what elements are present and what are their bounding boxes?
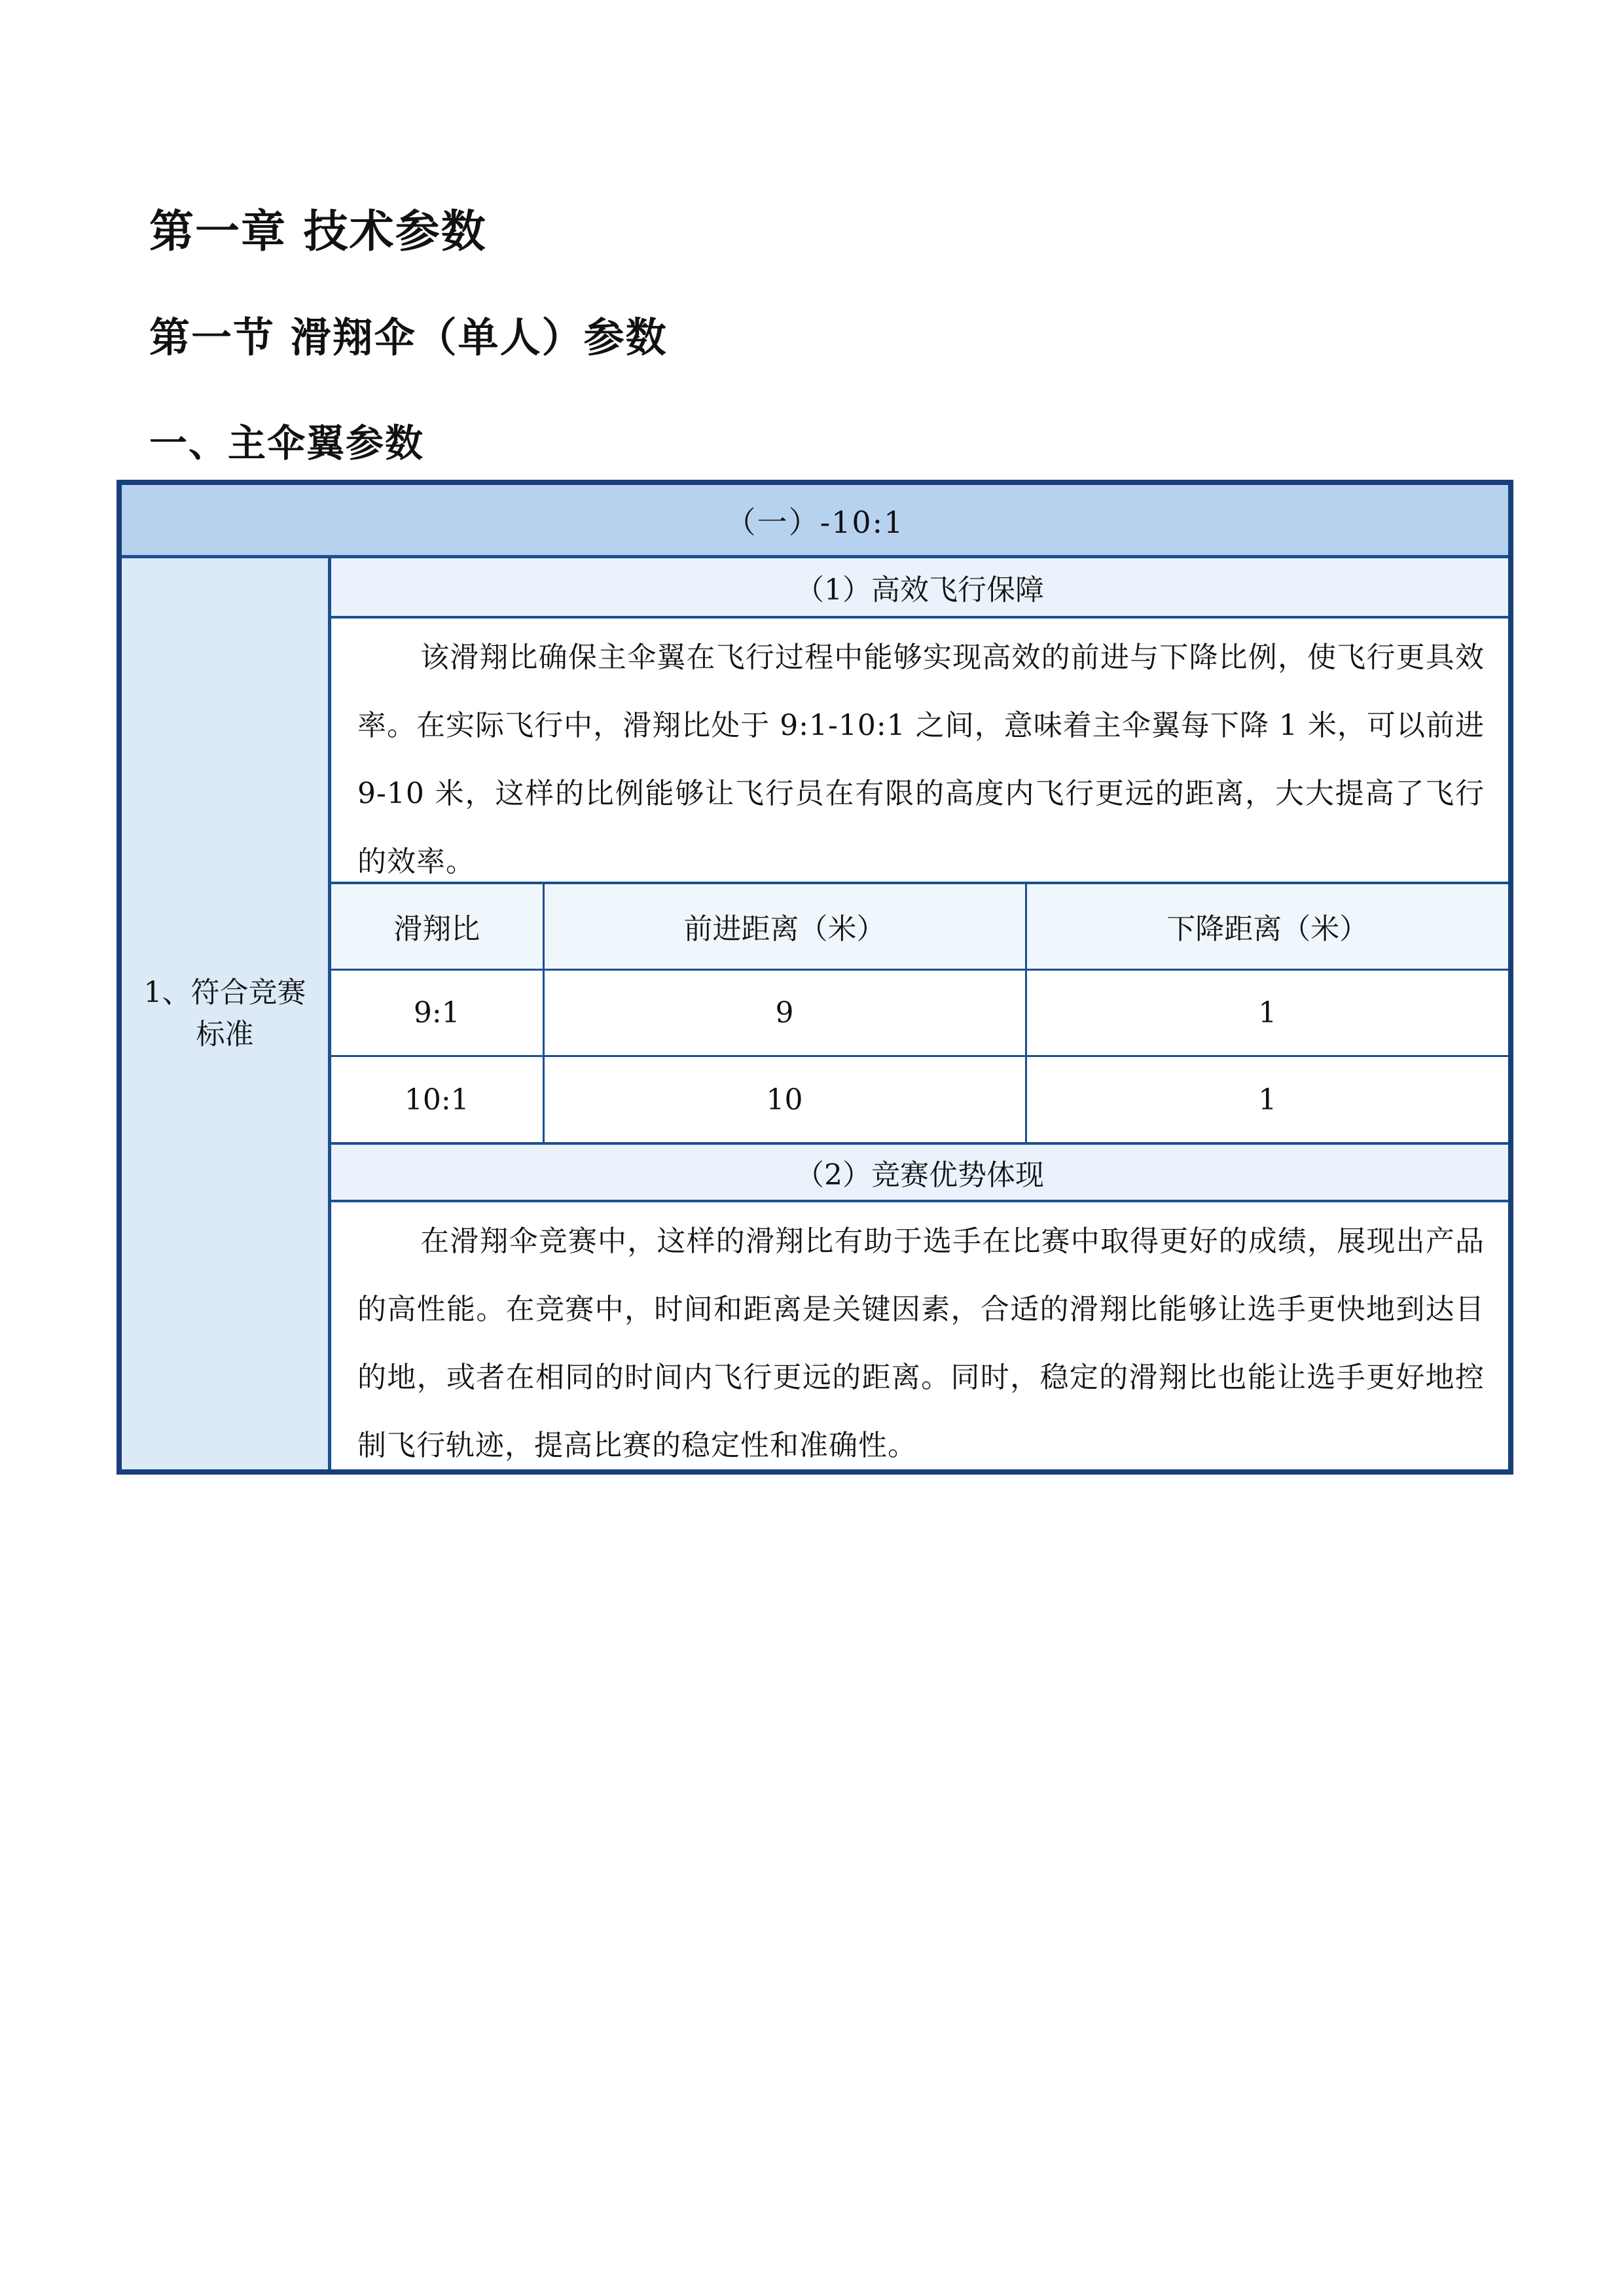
descent-distance-cell: 1 <box>1026 969 1508 1056</box>
glide-ratio-table <box>331 884 1508 1142</box>
part2-heading: （2）竞赛优势体现 <box>331 1142 1508 1202</box>
forward-distance-cell: 9 <box>543 969 1026 1056</box>
header-glide-ratio: 滑翔比 <box>331 884 543 969</box>
table-row <box>331 1056 1508 1142</box>
chapter-title: 第一章 技术参数 <box>149 206 487 258</box>
left-category-label: 1、符合竞赛标准 <box>143 976 306 1051</box>
section-title: 第一节 滑翔伞（单人）参数 <box>149 314 668 361</box>
left-category-cell <box>122 558 331 1469</box>
part1-heading: （1）高效飞行保障 <box>331 558 1508 619</box>
part2-paragraph: 在滑翔伞竞赛中，这样的滑翔比有助于选手在比赛中取得更好的成绩，展现出产品的高性能。在竞赛中，时间和距离是关键因素，合适的滑翔比能够让选手更快地到达目的地，或者在相同的时间内飞行更远的距离。同时，稳定的滑翔比也能让选手更好地控制飞行轨迹，提高比赛的稳定性和准确性。 <box>357 1225 1485 1462</box>
glide-ratio-cell: 9:1 <box>331 969 543 1056</box>
header-forward-distance: 前进距离（米） <box>543 884 1026 969</box>
descent-distance-cell: 1 <box>1258 1083 1277 1117</box>
header-descent-distance: 下降距离（米） <box>1026 884 1508 969</box>
part1-paragraph: 该滑翔比确保主伞翼在飞行过程中能够实现高效的前进与下降比例，使飞行更具效率。在实际飞行中，滑翔比处于 9:1-10:1 之间，意味着主伞翼每下降 1 米，可以前进 9-10 米，这样的比例能够让飞行员在有限的高度内飞行更远的距离，大大提高了飞行的效率。 <box>331 619 1508 884</box>
table-row <box>331 969 1508 1056</box>
parameter-table <box>117 480 1513 1475</box>
glide-ratio-cell: 10:1 <box>331 1056 543 1142</box>
forward-distance-cell: 10 <box>543 1056 1026 1142</box>
table-title: （一）-10:1 <box>122 485 1508 558</box>
subsection-title: 一、主伞翼参数 <box>149 421 425 465</box>
glide-ratio-header-row <box>331 884 1508 969</box>
